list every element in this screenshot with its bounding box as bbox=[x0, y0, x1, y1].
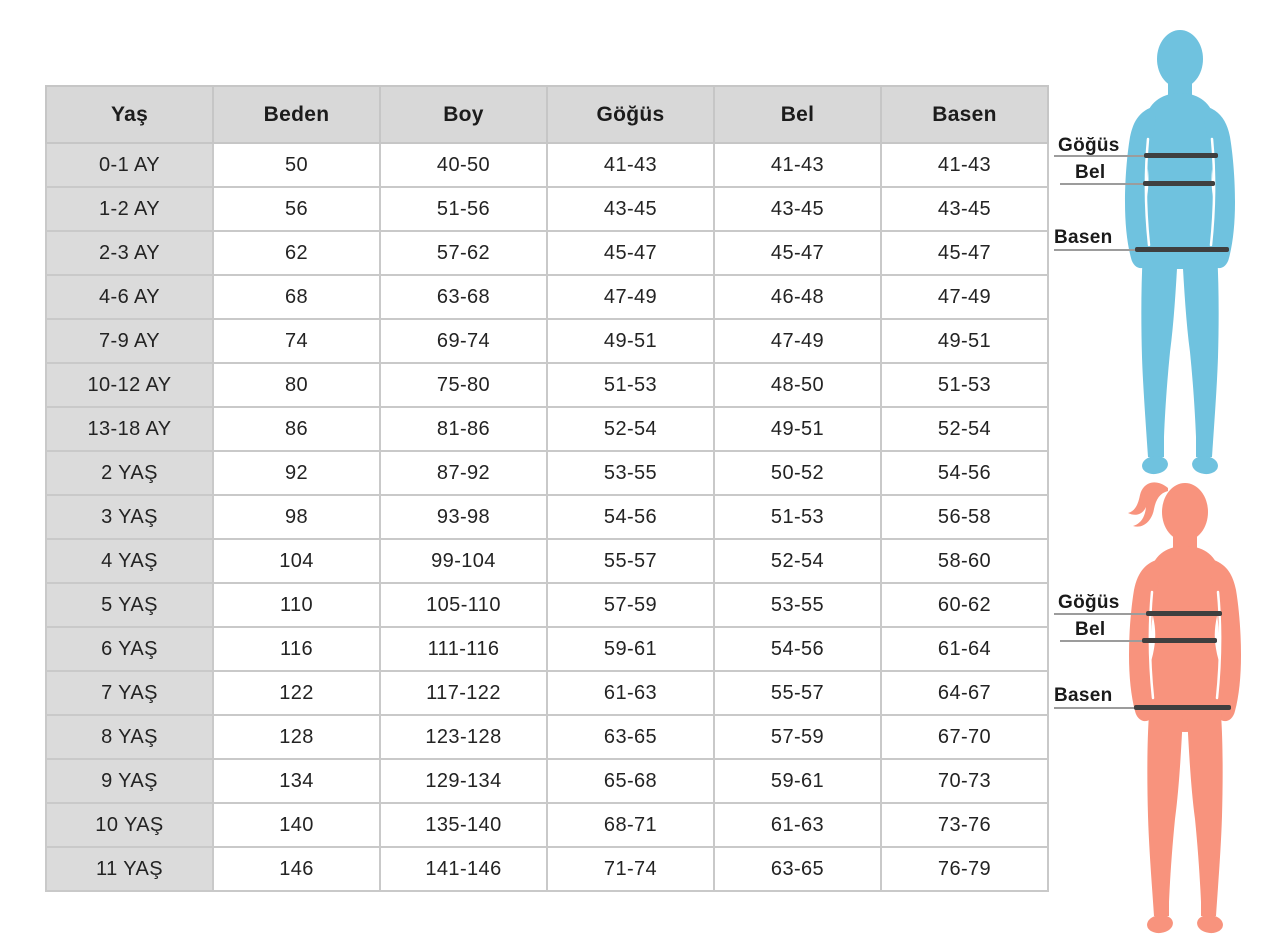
value-cell: 48-50 bbox=[714, 363, 881, 407]
table-row bbox=[46, 539, 1048, 583]
age-cell: 0-1 AY bbox=[46, 143, 213, 187]
value-cell: 67-70 bbox=[881, 715, 1048, 759]
value-cell: 61-63 bbox=[714, 803, 881, 847]
value-cell: 43-45 bbox=[714, 187, 881, 231]
column-header: Beden bbox=[213, 86, 380, 143]
value-cell: 87-92 bbox=[380, 451, 547, 495]
boy-hip-bar bbox=[1135, 247, 1229, 252]
value-cell: 52-54 bbox=[547, 407, 714, 451]
value-cell: 51-53 bbox=[547, 363, 714, 407]
table-row bbox=[46, 319, 1048, 363]
value-cell: 69-74 bbox=[380, 319, 547, 363]
table-row bbox=[46, 847, 1048, 891]
age-cell: 5 YAŞ bbox=[46, 583, 213, 627]
age-cell: 1-2 AY bbox=[46, 187, 213, 231]
value-cell: 57-59 bbox=[714, 715, 881, 759]
table-row bbox=[46, 275, 1048, 319]
value-cell: 47-49 bbox=[714, 319, 881, 363]
table-row bbox=[46, 627, 1048, 671]
value-cell: 54-56 bbox=[714, 627, 881, 671]
value-cell: 59-61 bbox=[547, 627, 714, 671]
age-cell: 10 YAŞ bbox=[46, 803, 213, 847]
age-cell: 8 YAŞ bbox=[46, 715, 213, 759]
value-cell: 52-54 bbox=[881, 407, 1048, 451]
value-cell: 128 bbox=[213, 715, 380, 759]
table-row bbox=[46, 231, 1048, 275]
table-body bbox=[46, 143, 1048, 891]
value-cell: 64-67 bbox=[881, 671, 1048, 715]
age-cell: 2 YAŞ bbox=[46, 451, 213, 495]
table-row bbox=[46, 143, 1048, 187]
value-cell: 75-80 bbox=[380, 363, 547, 407]
age-cell: 4 YAŞ bbox=[46, 539, 213, 583]
table-row bbox=[46, 803, 1048, 847]
value-cell: 49-51 bbox=[547, 319, 714, 363]
age-cell: 9 YAŞ bbox=[46, 759, 213, 803]
table-row bbox=[46, 671, 1048, 715]
girl-waist-bar bbox=[1142, 638, 1217, 643]
boy-waist-label: Bel bbox=[1075, 162, 1106, 183]
value-cell: 86 bbox=[213, 407, 380, 451]
table-row bbox=[46, 759, 1048, 803]
value-cell: 76-79 bbox=[881, 847, 1048, 891]
value-cell: 59-61 bbox=[714, 759, 881, 803]
boy-chest-label: Göğüs bbox=[1058, 135, 1120, 156]
column-header: Boy bbox=[380, 86, 547, 143]
value-cell: 110 bbox=[213, 583, 380, 627]
value-cell: 141-146 bbox=[380, 847, 547, 891]
value-cell: 74 bbox=[213, 319, 380, 363]
value-cell: 111-116 bbox=[380, 627, 547, 671]
column-header: Yaş bbox=[46, 86, 213, 143]
value-cell: 45-47 bbox=[714, 231, 881, 275]
column-header: Bel bbox=[714, 86, 881, 143]
value-cell: 135-140 bbox=[380, 803, 547, 847]
table-row bbox=[46, 715, 1048, 759]
value-cell: 105-110 bbox=[380, 583, 547, 627]
value-cell: 56 bbox=[213, 187, 380, 231]
value-cell: 53-55 bbox=[547, 451, 714, 495]
girl-waist-label: Bel bbox=[1075, 619, 1106, 640]
boy-chest-bar bbox=[1144, 153, 1218, 158]
value-cell: 57-59 bbox=[547, 583, 714, 627]
age-cell: 4-6 AY bbox=[46, 275, 213, 319]
boy-waist-bar bbox=[1143, 181, 1215, 186]
value-cell: 60-62 bbox=[881, 583, 1048, 627]
value-cell: 61-64 bbox=[881, 627, 1048, 671]
value-cell: 45-47 bbox=[881, 231, 1048, 275]
table-row bbox=[46, 495, 1048, 539]
value-cell: 41-43 bbox=[714, 143, 881, 187]
value-cell: 54-56 bbox=[547, 495, 714, 539]
value-cell: 65-68 bbox=[547, 759, 714, 803]
value-cell: 46-48 bbox=[714, 275, 881, 319]
value-cell: 40-50 bbox=[380, 143, 547, 187]
girl-hip-label: Basen bbox=[1054, 685, 1113, 706]
value-cell: 104 bbox=[213, 539, 380, 583]
value-cell: 50 bbox=[213, 143, 380, 187]
table-row bbox=[46, 363, 1048, 407]
value-cell: 92 bbox=[213, 451, 380, 495]
value-cell: 41-43 bbox=[881, 143, 1048, 187]
table-row bbox=[46, 583, 1048, 627]
value-cell: 70-73 bbox=[881, 759, 1048, 803]
value-cell: 47-49 bbox=[547, 275, 714, 319]
table-row bbox=[46, 451, 1048, 495]
value-cell: 93-98 bbox=[380, 495, 547, 539]
age-cell: 2-3 AY bbox=[46, 231, 213, 275]
value-cell: 129-134 bbox=[380, 759, 547, 803]
value-cell: 68 bbox=[213, 275, 380, 319]
age-cell: 3 YAŞ bbox=[46, 495, 213, 539]
value-cell: 43-45 bbox=[881, 187, 1048, 231]
value-cell: 62 bbox=[213, 231, 380, 275]
value-cell: 51-53 bbox=[881, 363, 1048, 407]
column-header: Göğüs bbox=[547, 86, 714, 143]
value-cell: 63-68 bbox=[380, 275, 547, 319]
value-cell: 49-51 bbox=[714, 407, 881, 451]
age-cell: 7 YAŞ bbox=[46, 671, 213, 715]
age-cell: 11 YAŞ bbox=[46, 847, 213, 891]
age-cell: 6 YAŞ bbox=[46, 627, 213, 671]
age-cell: 10-12 AY bbox=[46, 363, 213, 407]
value-cell: 123-128 bbox=[380, 715, 547, 759]
value-cell: 57-62 bbox=[380, 231, 547, 275]
girl-chest-bar bbox=[1146, 611, 1222, 616]
value-cell: 117-122 bbox=[380, 671, 547, 715]
value-cell: 56-58 bbox=[881, 495, 1048, 539]
boy-silhouette bbox=[1110, 27, 1250, 477]
value-cell: 55-57 bbox=[714, 671, 881, 715]
value-cell: 122 bbox=[213, 671, 380, 715]
age-cell: 7-9 AY bbox=[46, 319, 213, 363]
value-cell: 54-56 bbox=[881, 451, 1048, 495]
value-cell: 68-71 bbox=[547, 803, 714, 847]
value-cell: 98 bbox=[213, 495, 380, 539]
value-cell: 55-57 bbox=[547, 539, 714, 583]
value-cell: 50-52 bbox=[714, 451, 881, 495]
table-header-row bbox=[46, 86, 1048, 143]
value-cell: 81-86 bbox=[380, 407, 547, 451]
value-cell: 146 bbox=[213, 847, 380, 891]
value-cell: 47-49 bbox=[881, 275, 1048, 319]
value-cell: 80 bbox=[213, 363, 380, 407]
value-cell: 51-56 bbox=[380, 187, 547, 231]
value-cell: 51-53 bbox=[714, 495, 881, 539]
boy-hip-label: Basen bbox=[1054, 227, 1113, 248]
value-cell: 41-43 bbox=[547, 143, 714, 187]
value-cell: 63-65 bbox=[547, 715, 714, 759]
value-cell: 45-47 bbox=[547, 231, 714, 275]
table-row bbox=[46, 407, 1048, 451]
value-cell: 71-74 bbox=[547, 847, 714, 891]
value-cell: 140 bbox=[213, 803, 380, 847]
value-cell: 49-51 bbox=[881, 319, 1048, 363]
value-cell: 116 bbox=[213, 627, 380, 671]
value-cell: 53-55 bbox=[714, 583, 881, 627]
value-cell: 99-104 bbox=[380, 539, 547, 583]
table-row bbox=[46, 187, 1048, 231]
size-table bbox=[45, 85, 1049, 892]
value-cell: 58-60 bbox=[881, 539, 1048, 583]
girl-hip-bar bbox=[1134, 705, 1231, 710]
age-cell: 13-18 AY bbox=[46, 407, 213, 451]
value-cell: 43-45 bbox=[547, 187, 714, 231]
column-header: Basen bbox=[881, 86, 1048, 143]
value-cell: 73-76 bbox=[881, 803, 1048, 847]
value-cell: 52-54 bbox=[714, 539, 881, 583]
value-cell: 134 bbox=[213, 759, 380, 803]
value-cell: 63-65 bbox=[714, 847, 881, 891]
value-cell: 61-63 bbox=[547, 671, 714, 715]
girl-chest-label: Göğüs bbox=[1058, 592, 1120, 613]
